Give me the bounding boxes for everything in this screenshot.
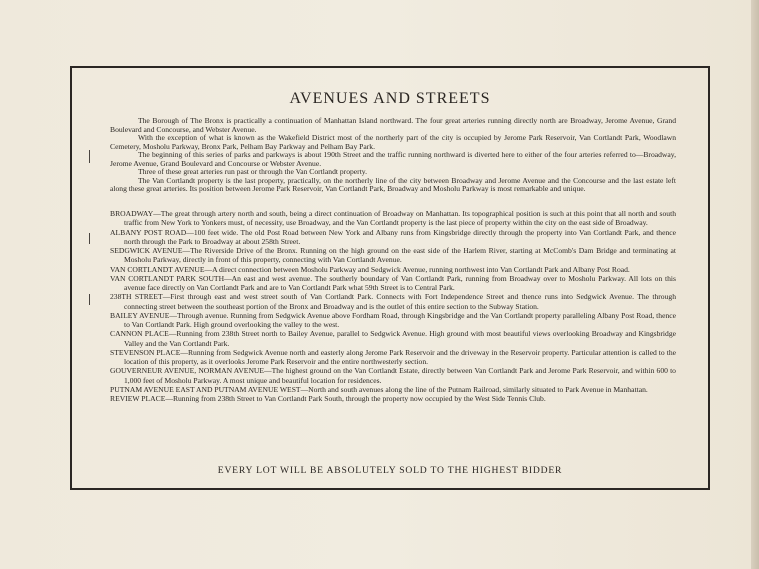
page-gutter [751,0,759,569]
intro-paragraph: The Borough of The Bronx is practically a continuation of Manhattan Island northward. The four great arteries running directly north are Broadway, Jerome Avenue, Grand Boulevard and Concourse, and Webster Avenue. [110,116,676,134]
street-description: —Running from 238th Street to Van Cortlandt Park South, through the property now occupied by the West Side Tennis Club. [165,394,546,403]
street-entry [110,366,676,385]
content-frame [70,66,710,490]
street-name: 238TH STREET [110,292,163,302]
street-entry [110,292,676,311]
intro-paragraph: With the exception of what is known as the Wakefield District most of the northerly part of the city is occupied by Jerome Park Reservoir, Van Cortlandt Park, Woodlawn Cemetery, Mosholu Parkway, Bronx Park, Pelham Bay Parkway and Pelham Bay Park. [110,133,676,151]
street-description: —Running from 238th Street north to Bailey Avenue, parallel to Sedgwick Avenue. High ground with most beautiful views overlooking Broadway and Kingsbridge Valley and the Van Cortlandt Park. [124,329,676,348]
street-name: VAN CORTLANDT PARK SOUTH [110,273,225,283]
intro-paragraph: Three of these great arteries run past or through the Van Cortlandt property. [138,167,368,177]
intro-section [110,117,676,194]
street-name: STEVENSON PLACE [110,347,181,357]
street-entry [110,329,676,348]
street-entry [110,265,676,274]
street-entry [110,228,676,247]
street-name: PUTNAM AVENUE EAST AND PUTNAM AVENUE WEST [110,384,301,394]
street-name: GOUVERNEUR AVENUE, NORMAN AVENUE [110,366,265,376]
street-description: —100 feet wide. The old Post Road between New York and Albany runs from Kingsbridge directly through the property into Van Cortlandt Park, and thence north through the Park to Broadway at about 258th Street. [124,227,677,246]
street-description: —The Riverside Drive of the Bronx. Running on the high ground on the east side of the Harlem River, starting at McComb's Dam Bridge and terminating at Mosholu Parkway, directly in front of this property, connecting with Van Cortlandt Avenue. [124,246,676,265]
street-name: SEDGWICK AVENUE [110,246,183,255]
street-description: —Through avenue. Running from Sedgwick Avenue above Fordham Road, through Kingsbridge and the Van Cortlandt property paralleling Albany Post Road, thence to Van Cortlandt Park. High ground overlooking the valley to the west. [124,310,676,329]
page-title: AVENUES AND STREETS [289,90,491,107]
intro-paragraph: The beginning of this series of parks and parkways is about 190th Street and the traffic running northward is diverted here to either of the four arteries referred to—Broadway, Jerome Avenue, Grand Boulevard and Concourse or Webster Avenue. [110,150,676,168]
street-name: REVIEW PLACE [110,394,166,403]
street-description: —The highest ground on the Van Cortlandt Estate, directly between Van Cortlandt Park and Jerome Park Reservoir, and within 600 to 1,000 feet of Mosholu Parkway. A most unique and beautiful location for residences. [124,366,676,385]
street-description: —A direct connection between Mosholu Parkway and Sedgwick Avenue, running northwest into Van Cortlandt Park and Albany Post Road. [204,264,630,274]
street-entry [110,274,676,293]
street-entry [110,348,676,367]
street-description: —An east and west avenue. The southerly boundary of Van Cortlandt Park, running from Broadway over to Mosholu Parkway. All lots on this avenue face directly on Van Cortlandt Park and are to Van Cortlandt Park what 59th Street is to Central Park. [124,273,676,292]
street-entry [110,246,676,265]
street-name: BAILEY AVENUE [110,310,170,320]
intro-paragraph: The Van Cortlandt property is the last property, practically, on the northerly line of the city between Broadway and Jerome Avenue and the Concourse and the last estate left along these great arteries. Its position between Jerome Park Reservoir, Van Cortlandt Park, Broadway and Mosholu Parkway is most remarkable and unique. [110,175,676,194]
auction-notice: EVERY LOT WILL BE ABSOLUTELY SOLD TO THE HIGHEST BIDDER [217,465,563,476]
street-entry [110,209,676,228]
street-name: BROADWAY [110,209,154,218]
street-description: —Running from Sedgwick Avenue north and easterly along Jerome Park Reservoir and the driveway in the Reservoir property. Particular attention is called to the location of this property, as it overlooks Jerome Park Reservoir and the entire northwesterly section. [124,347,676,366]
street-entry [110,394,676,403]
street-list [110,209,676,403]
street-description: —North and south avenues along the line of the Putnam Railroad, similarly situated to Park Avenue in Manhattan. [300,384,648,394]
street-description: —First through east and west street south of Van Cortlandt Park. Connects with Fort Independence Street and thence runs into Sedgwick Avenue. The through connecting street between the southeast portion of the Bronx and Broadway and is the outlet of this entire section to the Subway Station. [124,292,676,311]
street-description: —The great through artery north and south, being a direct continuation of Broadway on Manhattan. Its topographical position is such at this point that all north and south traffic from New York to Yonkers must, of necessity, use Broadway, and the Van Cortlandt property is the last piece of property within the city on the east side of Broadway. [124,209,676,228]
street-name: ALBANY POST ROAD [110,227,187,237]
street-entry [110,311,676,330]
street-name: CANNON PLACE [110,329,169,339]
street-name: VAN CORTLANDT AVENUE [110,264,205,274]
street-entry [110,385,676,394]
